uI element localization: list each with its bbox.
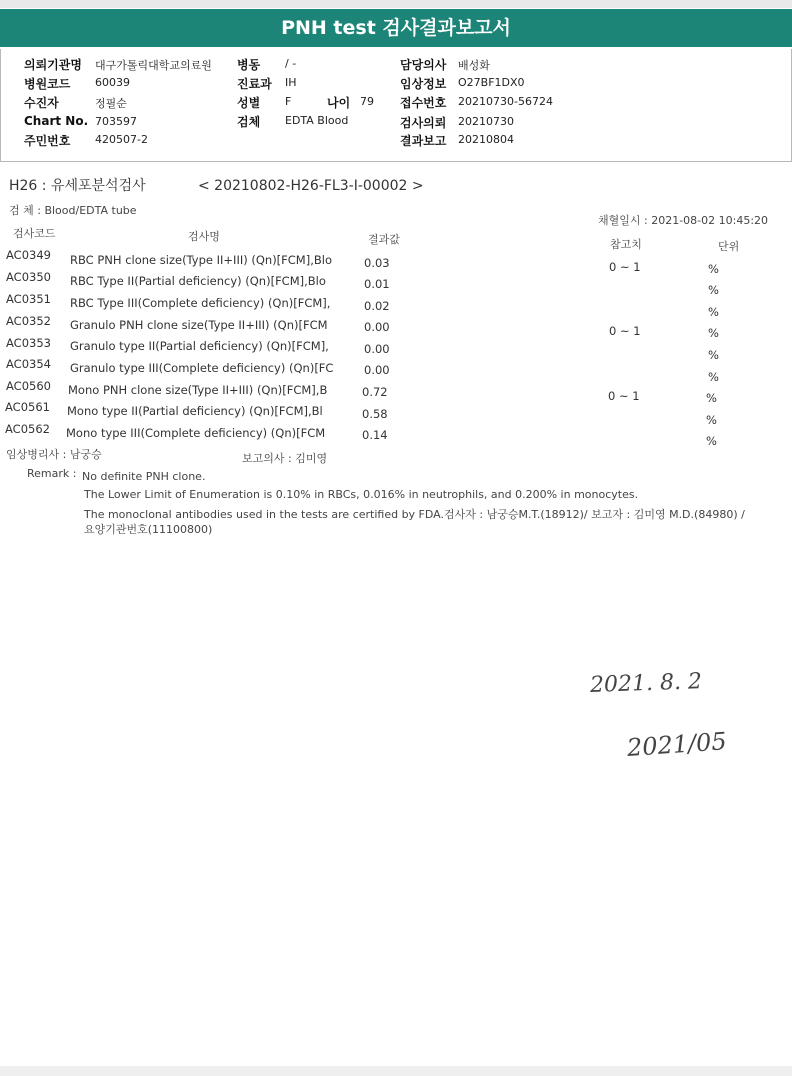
row-code: AC0562 [5,422,50,436]
ward-value: / - [285,57,297,70]
row-result: 0.00 [364,320,390,334]
receipt-label: 접수번호 [400,96,447,110]
row-ref: 0 ~ 1 [609,324,641,338]
hospcode-value: 60039 [95,76,130,89]
report-value: 20210804 [458,133,514,146]
svg-text:2021/05: 2021/05 [626,727,728,763]
specimen-value: EDTA Blood [285,114,349,127]
row-code: AC0351 [6,292,51,306]
row-code: AC0354 [6,357,51,371]
row-unit: % [708,262,719,276]
row-result: 0.00 [364,363,390,377]
hospital-label: 의뢰기관명 [24,58,82,72]
handwritten-date [588,666,708,700]
request-label: 검사의뢰 [400,116,447,130]
reporting-doctor: 보고의사 : 김미영 [242,452,328,465]
row-unit: % [708,305,719,319]
row-name: RBC Type II(Partial deficiency) (Qn)[FCM],Blo [70,274,326,288]
row-name: Granulo type III(Complete deficiency) (Qn)[FC [70,361,334,375]
row-name: RBC Type III(Complete deficiency) (Qn)[FCM], [70,296,331,310]
row-name: Granulo type II(Partial deficiency) (Qn)[FCM], [70,339,329,353]
specimen-line: 검 체 : Blood/EDTA tube [9,204,137,217]
clinical-label: 임상정보 [400,77,447,91]
dept-label: 진료과 [237,77,272,91]
row-ref: 0 ~ 1 [609,260,641,274]
patient-label: 수진자 [24,96,59,110]
row-result: 0.03 [364,256,390,270]
row-unit: % [708,326,719,340]
col-code: 검사코드 [13,227,56,240]
ward-label: 병동 [237,58,261,72]
row-unit: % [708,348,719,362]
sex-value: F [285,95,292,108]
row-unit: % [706,413,717,427]
handwritten-signature [625,722,755,768]
row-unit: % [706,434,717,448]
sex-label: 성별 [237,96,261,110]
col-name: 검사명 [188,230,220,243]
clinical-value: O27BF1DX0 [458,76,525,89]
age-label: 나이 [327,96,351,110]
report-label: 결과보고 [400,134,447,148]
col-result: 결과값 [368,233,400,246]
receipt-value: 20210730-56724 [458,95,553,108]
col-ref: 참고치 [610,238,642,251]
row-code: AC0353 [6,336,51,350]
row-name: RBC PNH clone size(Type II+III) (Qn)[FCM],Blo [70,253,332,267]
ssn-value: 420507-2 [95,133,148,146]
row-unit: % [708,370,719,384]
ssn-label: 주민번호 [24,134,71,148]
doctor-label: 담당의사 [400,58,447,72]
row-code: AC0561 [5,400,50,414]
row-result: 0.01 [364,277,390,291]
chart-label: Chart No. [24,114,89,128]
row-result: 0.02 [364,299,390,313]
row-result: 0.14 [362,428,388,442]
section-id: < 20210802-H26-FL3-I-00002 > [198,178,424,194]
row-result: 0.72 [362,385,388,399]
row-name: Granulo PNH clone size(Type II+III) (Qn)[FCM [70,318,328,332]
row-code: AC0350 [6,270,51,284]
row-unit: % [708,283,719,297]
top-strip [0,0,792,8]
col-unit: 단위 [718,240,740,253]
row-code: AC0352 [6,314,51,328]
remark-line-4: 요양기관번호(11100800) [84,523,213,536]
remark-line-2: The Lower Limit of Enumeration is 0.10% in RBCs, 0.016% in neutrophils, and 0.200% in monocytes. [84,488,639,501]
row-unit: % [706,391,717,405]
svg-text:2021. 8. 2: 2021. 8. 2 [589,669,703,699]
chart-value: 703597 [95,115,137,128]
row-name: Mono PNH clone size(Type II+III) (Qn)[FCM],B [68,383,328,397]
row-result: 0.00 [364,342,390,356]
remark-line-3: The monoclonal antibodies used in the tests are certified by FDA.검사자 : 남궁승M.T.(18912)/ 보고자 : 김미영 M.D.(84980) / [84,508,745,521]
pathologist: 임상병리사 : 남궁승 [6,448,102,461]
dept-value: IH [285,76,297,89]
row-code: AC0560 [6,379,51,393]
remark-line-1: No definite PNH clone. [82,470,206,483]
hospital-value: 대구가톨릭대학교의료원 [95,59,212,72]
bottom-strip [0,1066,792,1076]
report-title: PNH test 검사결과보고서 [0,9,792,47]
row-ref: 0 ~ 1 [608,389,640,403]
specimen-label: 검체 [237,115,261,129]
collected-datetime: 채혈일시 : 2021-08-02 10:45:20 [598,214,769,227]
row-name: Mono type III(Complete deficiency) (Qn)[FCM [66,426,326,440]
age-value: 79 [360,95,374,108]
row-result: 0.58 [362,407,388,421]
patient-value: 정필순 [95,97,127,110]
row-name: Mono type II(Partial deficiency) (Qn)[FCM],Bl [67,404,323,418]
row-code: AC0349 [6,248,51,262]
section-heading: H26 : 유세포분석검사 [9,178,146,194]
hospcode-label: 병원코드 [24,77,71,91]
request-value: 20210730 [458,115,514,128]
doctor-value: 배성화 [458,59,490,72]
remark-label: Remark : [27,467,77,480]
